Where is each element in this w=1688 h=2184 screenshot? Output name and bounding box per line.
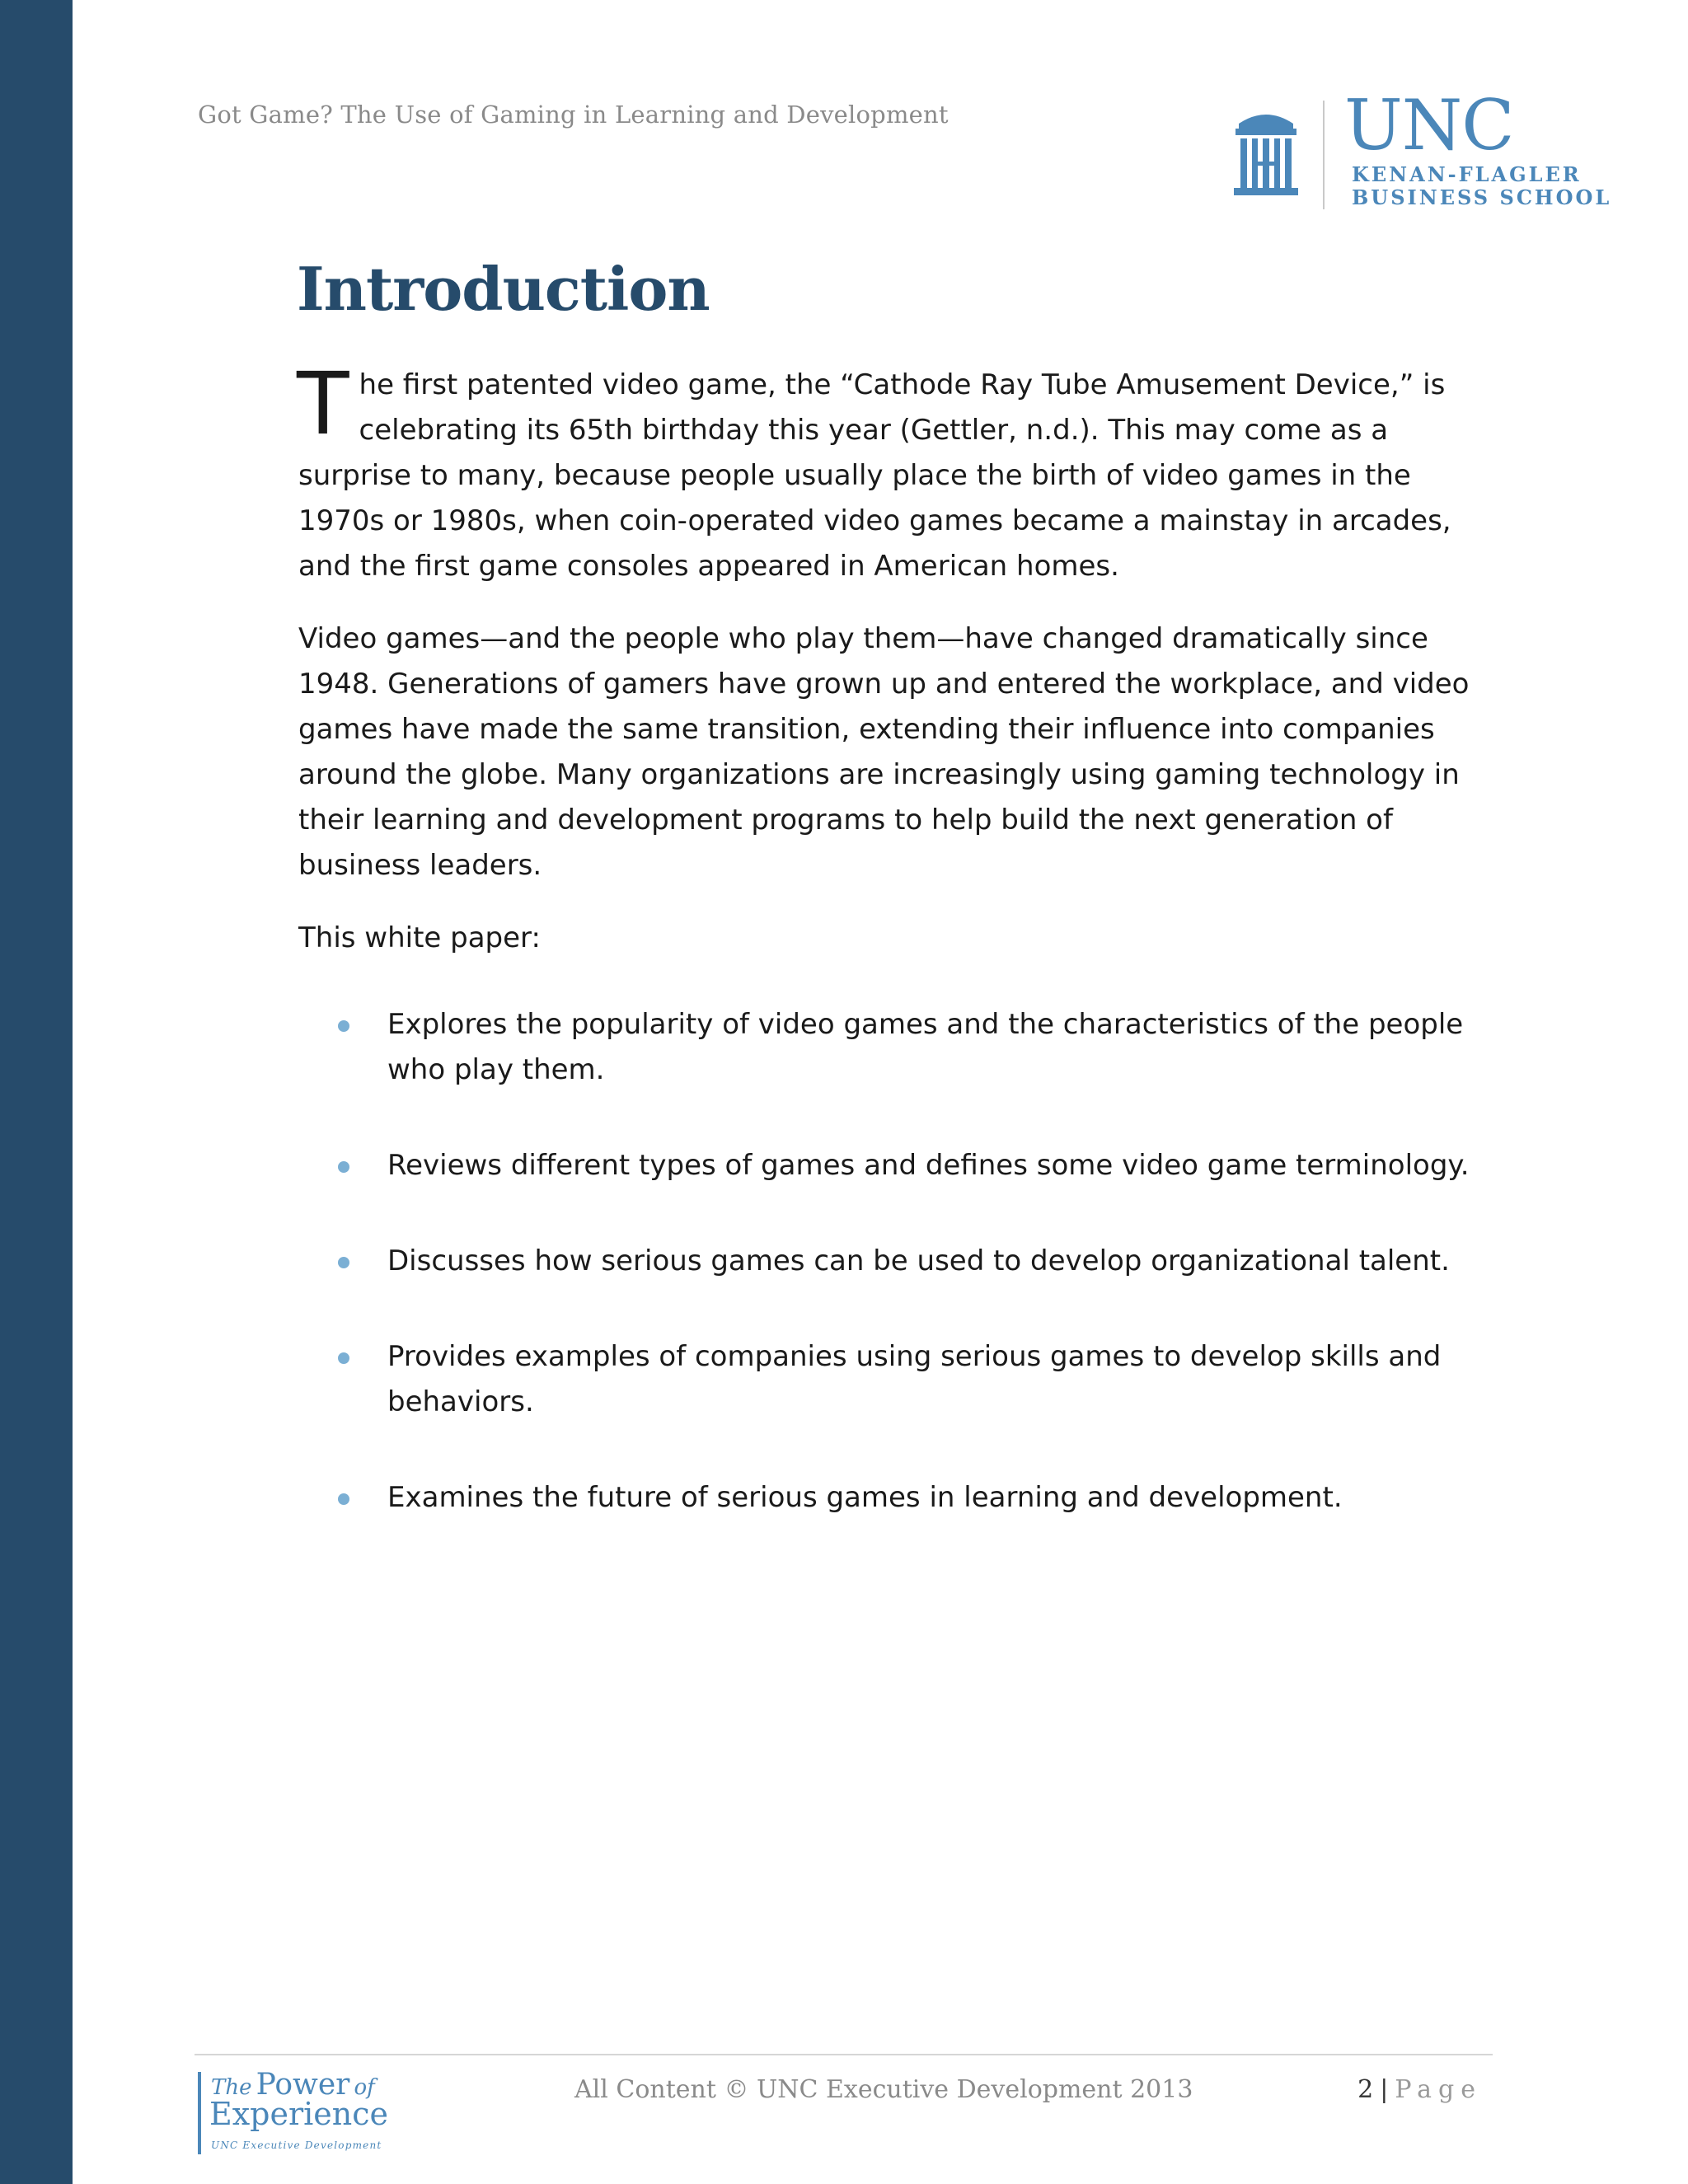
page-separator: | [1380, 2075, 1389, 2104]
list-item: Explores the popularity of video games and the characteristics of the people who play them. [298, 1002, 1482, 1093]
footer-logo-line-2: Experience [209, 2096, 389, 2132]
bullet-dot-icon [338, 1352, 349, 1364]
footer-logo-line-1: The Power of [211, 2068, 375, 2102]
intro-text: he first patented video game, the “Cathode Ray Tube Amusement Device,” is celebrating its 65th birthday this year (Gettler, n.d.). This may come as a surprise to many, because people usually place the birth of video games in the 1970s or 1980s, when coin-operated video games became a mainstay in arcades, and the first game consoles appeared in American homes. [298, 368, 1451, 583]
bullet-dot-icon [338, 1020, 349, 1032]
footer-logo-tagline: UNC Executive Development [211, 2139, 382, 2151]
logo-line-2: BUSINESS SCHOOL [1352, 185, 1612, 209]
bullet-dot-icon [338, 1257, 349, 1268]
logo-wordmark: UNC [1344, 85, 1514, 166]
list-item: Discusses how serious games can be used to develop organizational talent. [298, 1239, 1482, 1284]
copyright-notice: All Content © UNC Executive Development 2013 [574, 2075, 1193, 2104]
drop-cap: T [297, 354, 349, 454]
intro-paragraph [297, 354, 1482, 589]
page-number-value: 2 [1357, 2075, 1374, 2104]
footer-divider [195, 2054, 1493, 2055]
page-label: Page [1395, 2075, 1482, 2104]
section-title: Introduction [297, 254, 710, 324]
power-of-experience-logo [198, 2070, 412, 2156]
list-item: Examines the future of serious games in learning and development. [298, 1475, 1482, 1521]
left-accent-bar [0, 0, 73, 2184]
bullet-dot-icon [338, 1493, 349, 1505]
logo-line-1: KENAN-FLAGLER [1352, 162, 1582, 186]
running-header: Got Game? The Use of Gaming in Learning and Development [198, 101, 949, 129]
bullet-dot-icon [338, 1161, 349, 1173]
list-item: Provides examples of companies using serious games to develop skills and behaviors. [298, 1334, 1482, 1425]
bullet-list [298, 1002, 1482, 1521]
old-well-icon [1232, 102, 1300, 201]
section-body [297, 354, 1482, 1571]
page-number [1357, 2075, 1482, 2104]
list-item: Reviews different types of games and defines some video game terminology. [298, 1143, 1482, 1188]
list-intro: This white paper: [298, 921, 541, 954]
paragraph-2: Video games—and the people who play them—have changed dramatically since 1948. Generations of gamers have grown up and entered the workplace, and video games have made the same transition, extending their influence into companies around the globe. Many organizations are increasingly using gaming technology in their learning and development programs to help build the next generation of business leaders. [298, 622, 1470, 882]
footer-logo-bar [198, 2072, 201, 2154]
unc-kenan-flagler-logo [1232, 85, 1612, 213]
logo-divider [1323, 101, 1325, 209]
